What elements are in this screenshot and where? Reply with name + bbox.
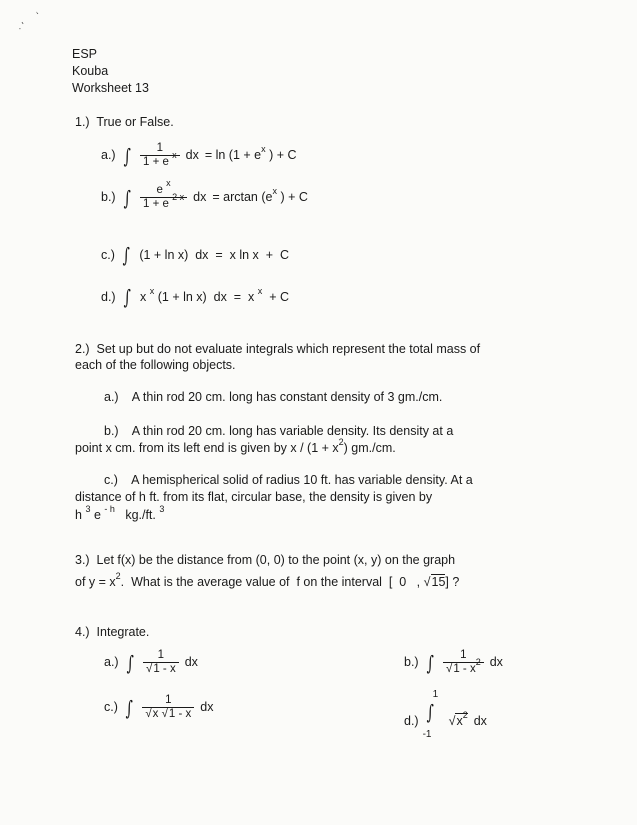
problem-prompt: True or False. (96, 115, 174, 129)
problem-2-intro-line1: 2.) Set up but do not evaluate integrals which represent the total mass of (75, 342, 481, 356)
problem-2b-line1: b.) A thin rod 20 cm. long has variable density. Its density at a (104, 424, 454, 438)
integral-sign-icon: ∫ (123, 185, 131, 210)
integral-lower-limit: -1 (422, 729, 432, 740)
problem-number: 4.) (75, 625, 90, 639)
integral-upper-limit: 1 (432, 689, 439, 700)
problem-4b: b.) ∫ $\frac{1}{√1 - x^2}$ dx (404, 649, 503, 675)
problem-4a: a.) ∫ $\frac{1}{√1 - x}$ dx (104, 649, 198, 675)
problem-1-heading (75, 116, 174, 129)
item-label: d.) (101, 289, 116, 304)
course-name: ESP (72, 47, 98, 61)
problem-2c-line1: c.) A hemispherical solid of radius 10 ft. has variable density. At a (104, 473, 473, 487)
fraction: $\frac{1}{1 + e ^x}$ (140, 143, 180, 168)
problem-1a: a.) ∫ $\frac{1}{1 + e ^x}$ dx = $\ln (1 + e^x$ ) + C (101, 142, 297, 168)
fraction: $\frac{e ^x}{1 + e ^{2 x}}$ (140, 185, 187, 210)
integral-sign-icon: ∫ (123, 143, 131, 168)
problem-1c: c.) ∫ (1 + ln x) dx = x ln x + C (101, 243, 290, 267)
problem-3-line2: of $y = x^2$. What is the average value of f on the interval [ 0 , √15] ? (75, 570, 460, 589)
problem-2b-line2: point x cm. from its left end is given by $x / (1 + x^2)$ gm./cm. (75, 436, 396, 455)
fraction: $\frac{1}{√1 - x}$ (143, 650, 179, 675)
problem-2c-line3: h $^3$ e $^{- h}$ kg./ft. $^3$ (75, 503, 165, 522)
problem-2c-line2: distance of h ft. from its flat, circular base, the density is given by (75, 490, 433, 504)
fraction: $\frac{1}{√1 - x^2}$ (443, 650, 484, 675)
integral-sign-icon: ∫ (426, 650, 434, 675)
problem-4c: c.) ∫ $\frac{1}{√x √1 - x}$ dx (104, 694, 214, 720)
integral-sign-icon: ∫ (426, 700, 434, 724)
problem-number: 2.) (75, 342, 90, 356)
worksheet-title: Worksheet 13 (72, 81, 149, 95)
problem-number: 1.) (75, 115, 90, 129)
problem-4-heading: 4.) Integrate. (75, 625, 150, 639)
problem-3-line1: 3.) Let f(x) be the distance from (0, 0) to the point (x, y) on the graph (75, 553, 456, 567)
pen-mark: · ' (15, 20, 29, 35)
integral-sign-icon: ∫ (126, 650, 134, 675)
integral-sign-icon: ∫ (123, 285, 131, 309)
problem-1b: b.) ∫ $\frac{e ^x}{1 + e ^{2 x}}$ dx = $\arctan (e^x$ ) + C (101, 178, 308, 210)
problem-number: 3.) (75, 553, 90, 567)
fraction: $\frac{1}{√x √1 - x}$ (142, 695, 194, 720)
pen-mark: ‘ (35, 10, 44, 21)
problem-2-intro-line2: each of the following objects. (75, 358, 236, 372)
integral-sign-icon: ∫ (125, 695, 133, 720)
integral-sign-icon: ∫ (122, 243, 130, 267)
item-label: c.) (101, 247, 115, 262)
problem-1d: d.) ∫ x $^x$ (1 + ln x) dx = x $^x$ + C (101, 285, 290, 309)
problem-4d: d.) 1 ∫ -1 $√x^2$ dx (404, 689, 487, 740)
instructor-name: Kouba (72, 64, 109, 78)
item-label: b.) (101, 190, 116, 205)
problem-2a: a.) A thin rod 20 cm. long has constant density of 3 gm./cm. (104, 390, 443, 404)
item-label: a.) (101, 148, 116, 163)
